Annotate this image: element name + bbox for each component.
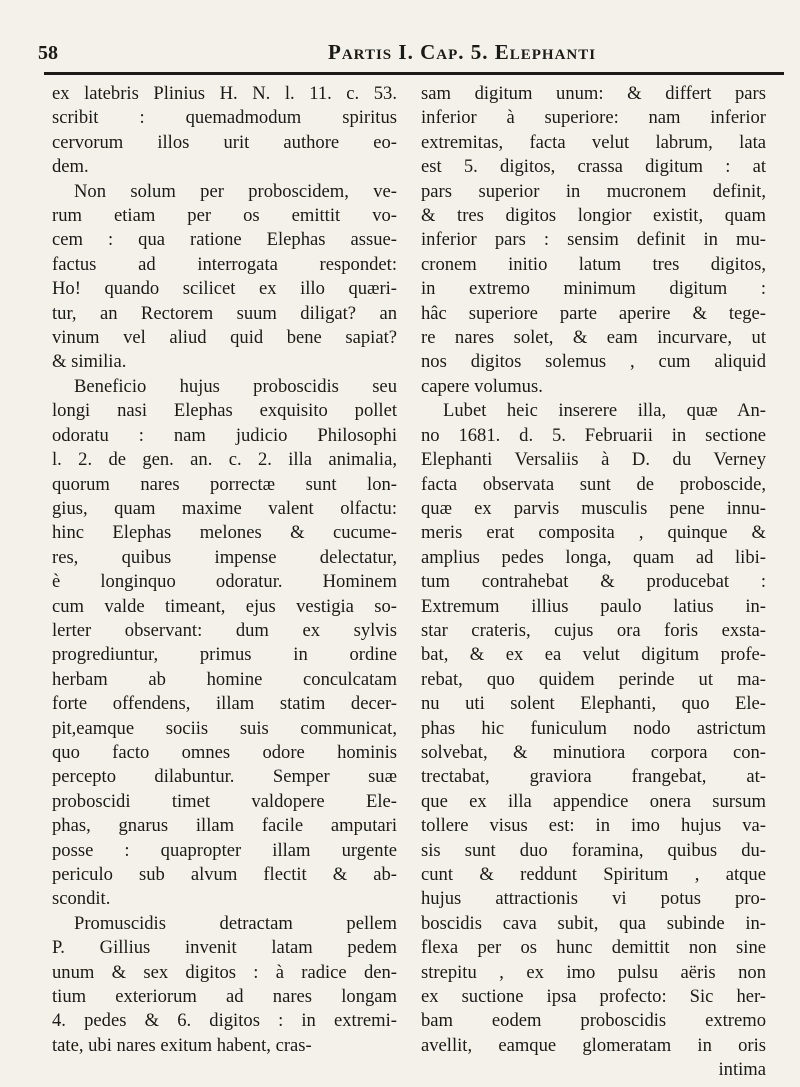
running-title: Partis I. Cap. 5. Elephanti [328, 40, 597, 64]
text-line: nos digitos solemus , cum aliquid [421, 351, 766, 373]
text-line: Ho! quando scilicet ex illo quæri- [52, 278, 397, 300]
text-line: star crateris, cujus ora foris exsta- [421, 619, 766, 641]
text-line: ex latebris Plinius H. N. l. 11. c. 53. [52, 83, 397, 104]
text-line: rebat, quo quidem perinde ut ma- [421, 668, 766, 690]
text-line: l. 2. de gen. an. c. 2. illa animalia, [52, 449, 397, 471]
text-line: flexa per os hunc demittit non sine [421, 937, 766, 959]
text-line: tum contrahebat & producebat : [421, 571, 766, 593]
text-line: no 1681. d. 5. Februarii in sectione [421, 424, 766, 446]
text-line: sam digitum unum: & differt pars [421, 83, 766, 104]
text-line: periculo sub alvum flectit & ab- [52, 864, 397, 885]
text-line: facta observata sunt de proboscide, [421, 473, 766, 495]
text-line: 4. pedes & 6. digitos : in extremi- [52, 1010, 397, 1032]
text-line: bat, & ex ea velut digitum profe- [421, 644, 766, 666]
text-line: capere volumus. [421, 375, 543, 397]
right-column [421, 82, 766, 1083]
text-line: sis sunt duo foramina, quibus du- [421, 839, 766, 861]
text-line: Lubet heic inserere illa, quæ An- [443, 400, 766, 422]
text-line: amplius pedes longa, quam ad libi- [421, 546, 766, 568]
text-line: herbam ab homine conculcatam [52, 668, 397, 690]
text-line: Promuscidis detractam pellem [74, 912, 397, 934]
text-line: que ex illa appendice onera sursum [421, 790, 766, 812]
text-line: nu uti solent Elephanti, quo Ele- [421, 693, 766, 715]
text-line: extremitas, facta velut labrum, lata [421, 131, 766, 153]
text-line: boscidis cava subit, qua subinde in- [421, 912, 766, 934]
left-column [52, 82, 397, 1058]
text-line: tollere visus est: in imo hujus va- [421, 815, 766, 837]
text-line: re nares solet, & eam incurvare, ut [421, 327, 766, 349]
text-line: quo facto omnes odore hominis [52, 741, 397, 763]
text-line: res, quibus impense delectatur, [52, 546, 397, 568]
text-line: intima [718, 1059, 766, 1081]
text-line: forte offendens, illam statim decer- [52, 693, 397, 715]
text-line: è longinquo odoratur. Hominem [52, 571, 397, 593]
text-line: trectabat, graviora frangebat, at- [421, 766, 766, 788]
text-line: inferior à superiore: nam inferior [421, 107, 766, 129]
text-line: vinum vel aliud quid bene sapiat? [52, 327, 397, 349]
text-line: cum valde timeant, ejus vestigia so- [52, 595, 397, 617]
text-line: in extremo minimum digitum : [421, 278, 766, 300]
header-rule [44, 72, 784, 75]
text-line: est 5. digitos, crassa digitum : at [421, 156, 766, 178]
text-line: odoratu : nam judicio Philosophi [52, 424, 397, 446]
text-line: Non solum per proboscidem, ve- [74, 180, 397, 202]
text-line: Beneficio hujus proboscidis seu [74, 375, 397, 397]
text-line: Elephanti Versaliis à D. du Verney [421, 449, 766, 471]
text-line: gius, quam maxime valent olfactu: [52, 497, 397, 519]
text-line: phas, gnarus illam facile amputari [52, 815, 397, 837]
text-line: Extremum illius paulo latius in- [421, 595, 766, 617]
text-line: pit,eamque sociis suis communicat, [52, 717, 397, 739]
text-line: tium exteriorum ad nares longam [52, 986, 397, 1008]
text-line: cunt & reddunt Spiritum , atque [421, 864, 766, 885]
text-line: phas hic funiculum nodo astrictum [421, 717, 766, 739]
text-line: tur, an Rectorem suum diligat? an [52, 302, 397, 324]
text-line: quorum nares porrectæ sunt lon- [52, 473, 397, 495]
text-line: ex suctione ipsa profecto: Sic her- [421, 986, 766, 1008]
text-line: & similia. [52, 351, 127, 373]
text-line: dem. [52, 156, 89, 178]
text-line: tate, ubi nares exitum habent, cras- [52, 1034, 312, 1056]
text-line: scribit : quemadmodum spiritus [52, 107, 397, 129]
text-line: rum etiam per os emittit vo- [52, 205, 397, 227]
text-line: & tres digitos longior existit, quam [421, 205, 766, 227]
text-line: unum & sex digitos : à radice den- [52, 961, 397, 983]
text-line: factus ad interrogata respondet: [52, 253, 397, 275]
text-line: avellit, eamque glomeratam in oris [421, 1034, 766, 1056]
text-line: progrediuntur, primus in ordine [52, 644, 397, 666]
text-line: longi nasi Elephas exquisito pollet [52, 400, 397, 422]
page-header [38, 36, 778, 70]
text-line: meris erat composita , quinque & [421, 522, 766, 544]
page-number: 58 [38, 42, 58, 64]
text-line: hâc superiore parte aperire & tege- [421, 302, 766, 324]
text-line: proboscidi timet valdopere Ele- [52, 790, 397, 812]
text-line: scondit. [52, 888, 111, 910]
text-line: percepto dilabuntur. Semper suæ [52, 766, 397, 788]
text-line: solvebat, & minutiora corpora con- [421, 741, 766, 763]
text-line: cervorum illos urit authore eo- [52, 131, 397, 153]
text-line: quæ ex parvis musculis pene innu- [421, 497, 766, 519]
text-line: inferior pars : sensim definit in mu- [421, 229, 766, 251]
text-line: pars superior in mucronem definit, [421, 180, 766, 202]
text-line: posse : quapropter illam urgente [52, 839, 397, 861]
text-line: hinc Elephas melones & cucume- [52, 522, 397, 544]
text-line: bam eodem proboscidis extremo [421, 1010, 766, 1032]
text-line: hujus attractionis vi potus pro- [421, 888, 766, 910]
text-line: cem : qua ratione Elephas assue- [52, 229, 397, 251]
text-line: P. Gillius invenit latam pedem [52, 937, 397, 959]
text-line: strepitu , ex imo pulsu aëris non [421, 961, 766, 983]
text-line: lerter observant: dum ex sylvis [52, 619, 397, 641]
text-line: cronem initio latum tres digitos, [421, 253, 766, 275]
